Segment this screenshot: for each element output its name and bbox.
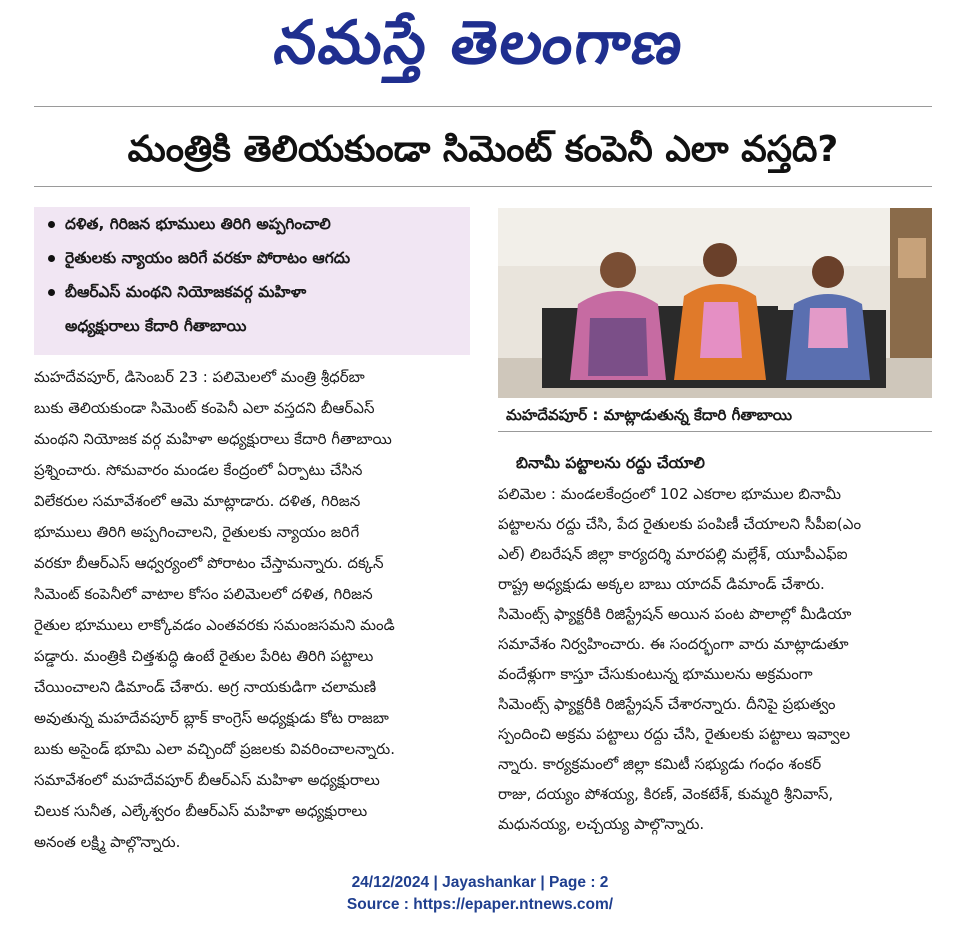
top-divider xyxy=(34,106,932,107)
right-text-line: న్నారు. కార్యక్రమంలో జిల్లా కమిటీ సభ్యుడు గంధం శంకర్ xyxy=(498,755,822,773)
highlight-box xyxy=(34,207,470,355)
left-text-line: మహదేవపూర్, డిసెంబర్ 23 : పలిమెలలో మంత్రి శ్రీధర్‌బా xyxy=(34,368,365,386)
left-text-line: మంథని నియోజక వర్గ మహిళా అధ్యక్షురాలు కేదారి గీతాబాయి xyxy=(34,430,392,448)
right-text-line: పట్టాలను రద్దు చేసి, పేద రైతులకు పంపిణీ చేయాలని సీపీఐ(ఎం xyxy=(498,515,862,533)
left-text-line: వరకూ బీఆర్‌ఎస్ ఆధ్వర్యంలో పోరాటం చేస్తామన్నారు. దక్కన్ xyxy=(34,554,384,572)
left-text-line: ప్రశ్నించారు. సోమవారం మండల కేంద్రంలో ఏర్పాటు చేసిన xyxy=(34,461,363,479)
highlight-bullet-3: బీఆర్‌ఎస్ మంథని నియోజకవర్గ మహిళా xyxy=(48,281,306,303)
right-text-line: స్పందించి అక్రమ పట్టాలు రద్దు చేసి, రైతులకు పట్టాలు ఇవ్వాల xyxy=(498,725,851,743)
right-text-line: ఎల్) లిబరేషన్ జిల్లా కార్యదర్శి మారపల్లి మల్లేశ్, యూపీఎఫ్‌ఐ xyxy=(498,545,848,563)
left-text-line: భూములు తిరిగి అప్పగించాలని, రైతులకు న్యాయం జరిగే xyxy=(34,523,360,541)
highlight-bullet-1: దళిత, గిరిజన భూములు తిరిగి అప్పగించాలి xyxy=(48,213,331,235)
photo-caption: మహదేవపూర్ : మాట్లాడుతున్న కేదారి గీతాబాయి xyxy=(498,398,932,432)
headline-divider xyxy=(34,186,932,187)
left-text-line: అవుతున్న మహదేవపూర్ బ్లాక్ కాంగ్రెస్ అధ్యక్షుడు కోట రాజబా xyxy=(34,709,389,727)
article-photo xyxy=(498,208,932,398)
left-text-line: బుకు తెలియకుండా సిమెంట్ కంపెనీ ఎలా వస్తదని బీఆర్‌ఎస్ xyxy=(34,399,375,417)
right-text-line: సమావేశం నిర్వహించారు. ఈ సందర్భంగా వారు మాట్లాడుతూ xyxy=(498,635,849,653)
right-text-line: రాజు, దయ్యం పోశయ్య, కిరణ్, వెంకటేశ్, కుమ్మరి శ్రీనివాస్, xyxy=(498,785,834,803)
right-subhead: బినామీ పట్టాలను రద్దు చేయాలి xyxy=(516,454,705,472)
left-text-line: అనంత లక్ష్మి పాల్గొన్నారు. xyxy=(34,833,181,851)
left-text-line: బుకు అసైండ్ భూమి ఎలా వచ్చిందో ప్రజలకు వివరించాలన్నారు. xyxy=(34,740,395,758)
right-text-line: రాష్ట్ర అధ్యక్షుడు అక్కల బాబు యాదవ్ డిమాండ్ చేశారు. xyxy=(498,575,825,593)
left-text-line: రైతుల భూములు లాక్కోవడం ఎంతవరకు సమంజసమని మండి xyxy=(34,616,395,634)
right-text-line: వందేళ్లుగా కాస్తూ చేసుకుంటున్న భూములను అక్రమంగా xyxy=(498,665,813,683)
photo-women-seated-image xyxy=(498,208,932,398)
right-text-line: పలిమెల : మండలకేంద్రంలో 102 ఎకరాల భూముల బినామీ xyxy=(498,485,841,503)
masthead-title: నమస్తే తెలంగాణ xyxy=(270,8,690,78)
left-text-line: చేయించాలని డిమాండ్ చేశారు. అగ్ర నాయకుడిగా చలామణి xyxy=(34,678,377,696)
left-text-line: చిలుక సునీత, ఎల్కేశ్వరం బీఆర్‌ఎస్ మహిళా అధ్యక్షురాలు xyxy=(34,802,368,820)
left-text-line: సిమెంట్ కంపెనీలో వాటాల కోసం పలిమెలలో దళిత, గిరిజన xyxy=(34,585,373,603)
right-text-line: సిమెంట్స్ ఫ్యాక్టరీకి రిజిస్ట్రేషన్ అయిన పంట పొలాల్లో మీడియా xyxy=(498,605,852,623)
highlight-bullet-2: రైతులకు న్యాయం జరిగే వరకూ పోరాటం ఆగదు xyxy=(48,247,350,269)
right-text-line: సిమెంట్స్ ఫ్యాక్టరీకి రిజిస్ట్రేషన్ చేశారన్నారు. దీనిపై ప్రభుత్వం xyxy=(498,695,836,713)
bullet-dot-icon xyxy=(48,221,55,228)
bullet-dot-icon xyxy=(48,255,55,262)
headline: మంత్రికి తెలియకుండా సిమెంట్ కంపెనీ ఎలా వస్తది? xyxy=(127,129,839,170)
footer-date-page: 24/12/2024 | Jayashankar | Page : 2 xyxy=(351,874,609,891)
left-text-line: సమావేశంలో మహదేవపూర్ బీఆర్‌ఎస్ మహిళా అధ్యక్షురాలు xyxy=(34,771,380,789)
masthead xyxy=(0,4,960,82)
footer-source: Source : https://epaper.ntnews.com/ xyxy=(346,896,614,913)
highlight-bullet-3-continued: అధ్యక్షురాలు కేదారి గీతాబాయి xyxy=(65,317,247,335)
right-text-line: మధునయ్య, లచ్చయ్య పాల్గొన్నారు. xyxy=(498,815,705,833)
bullet-dot-icon xyxy=(48,289,55,296)
left-text-line: పడ్డారు. మంత్రికి చిత్తశుద్ధి ఉంటే రైతుల పేరిట తిరిగి పట్టాలు xyxy=(34,647,374,665)
left-text-line: విలేకరుల సమావేశంలో ఆమె మాట్లాడారు. దళిత, గిరిజన xyxy=(34,492,361,510)
